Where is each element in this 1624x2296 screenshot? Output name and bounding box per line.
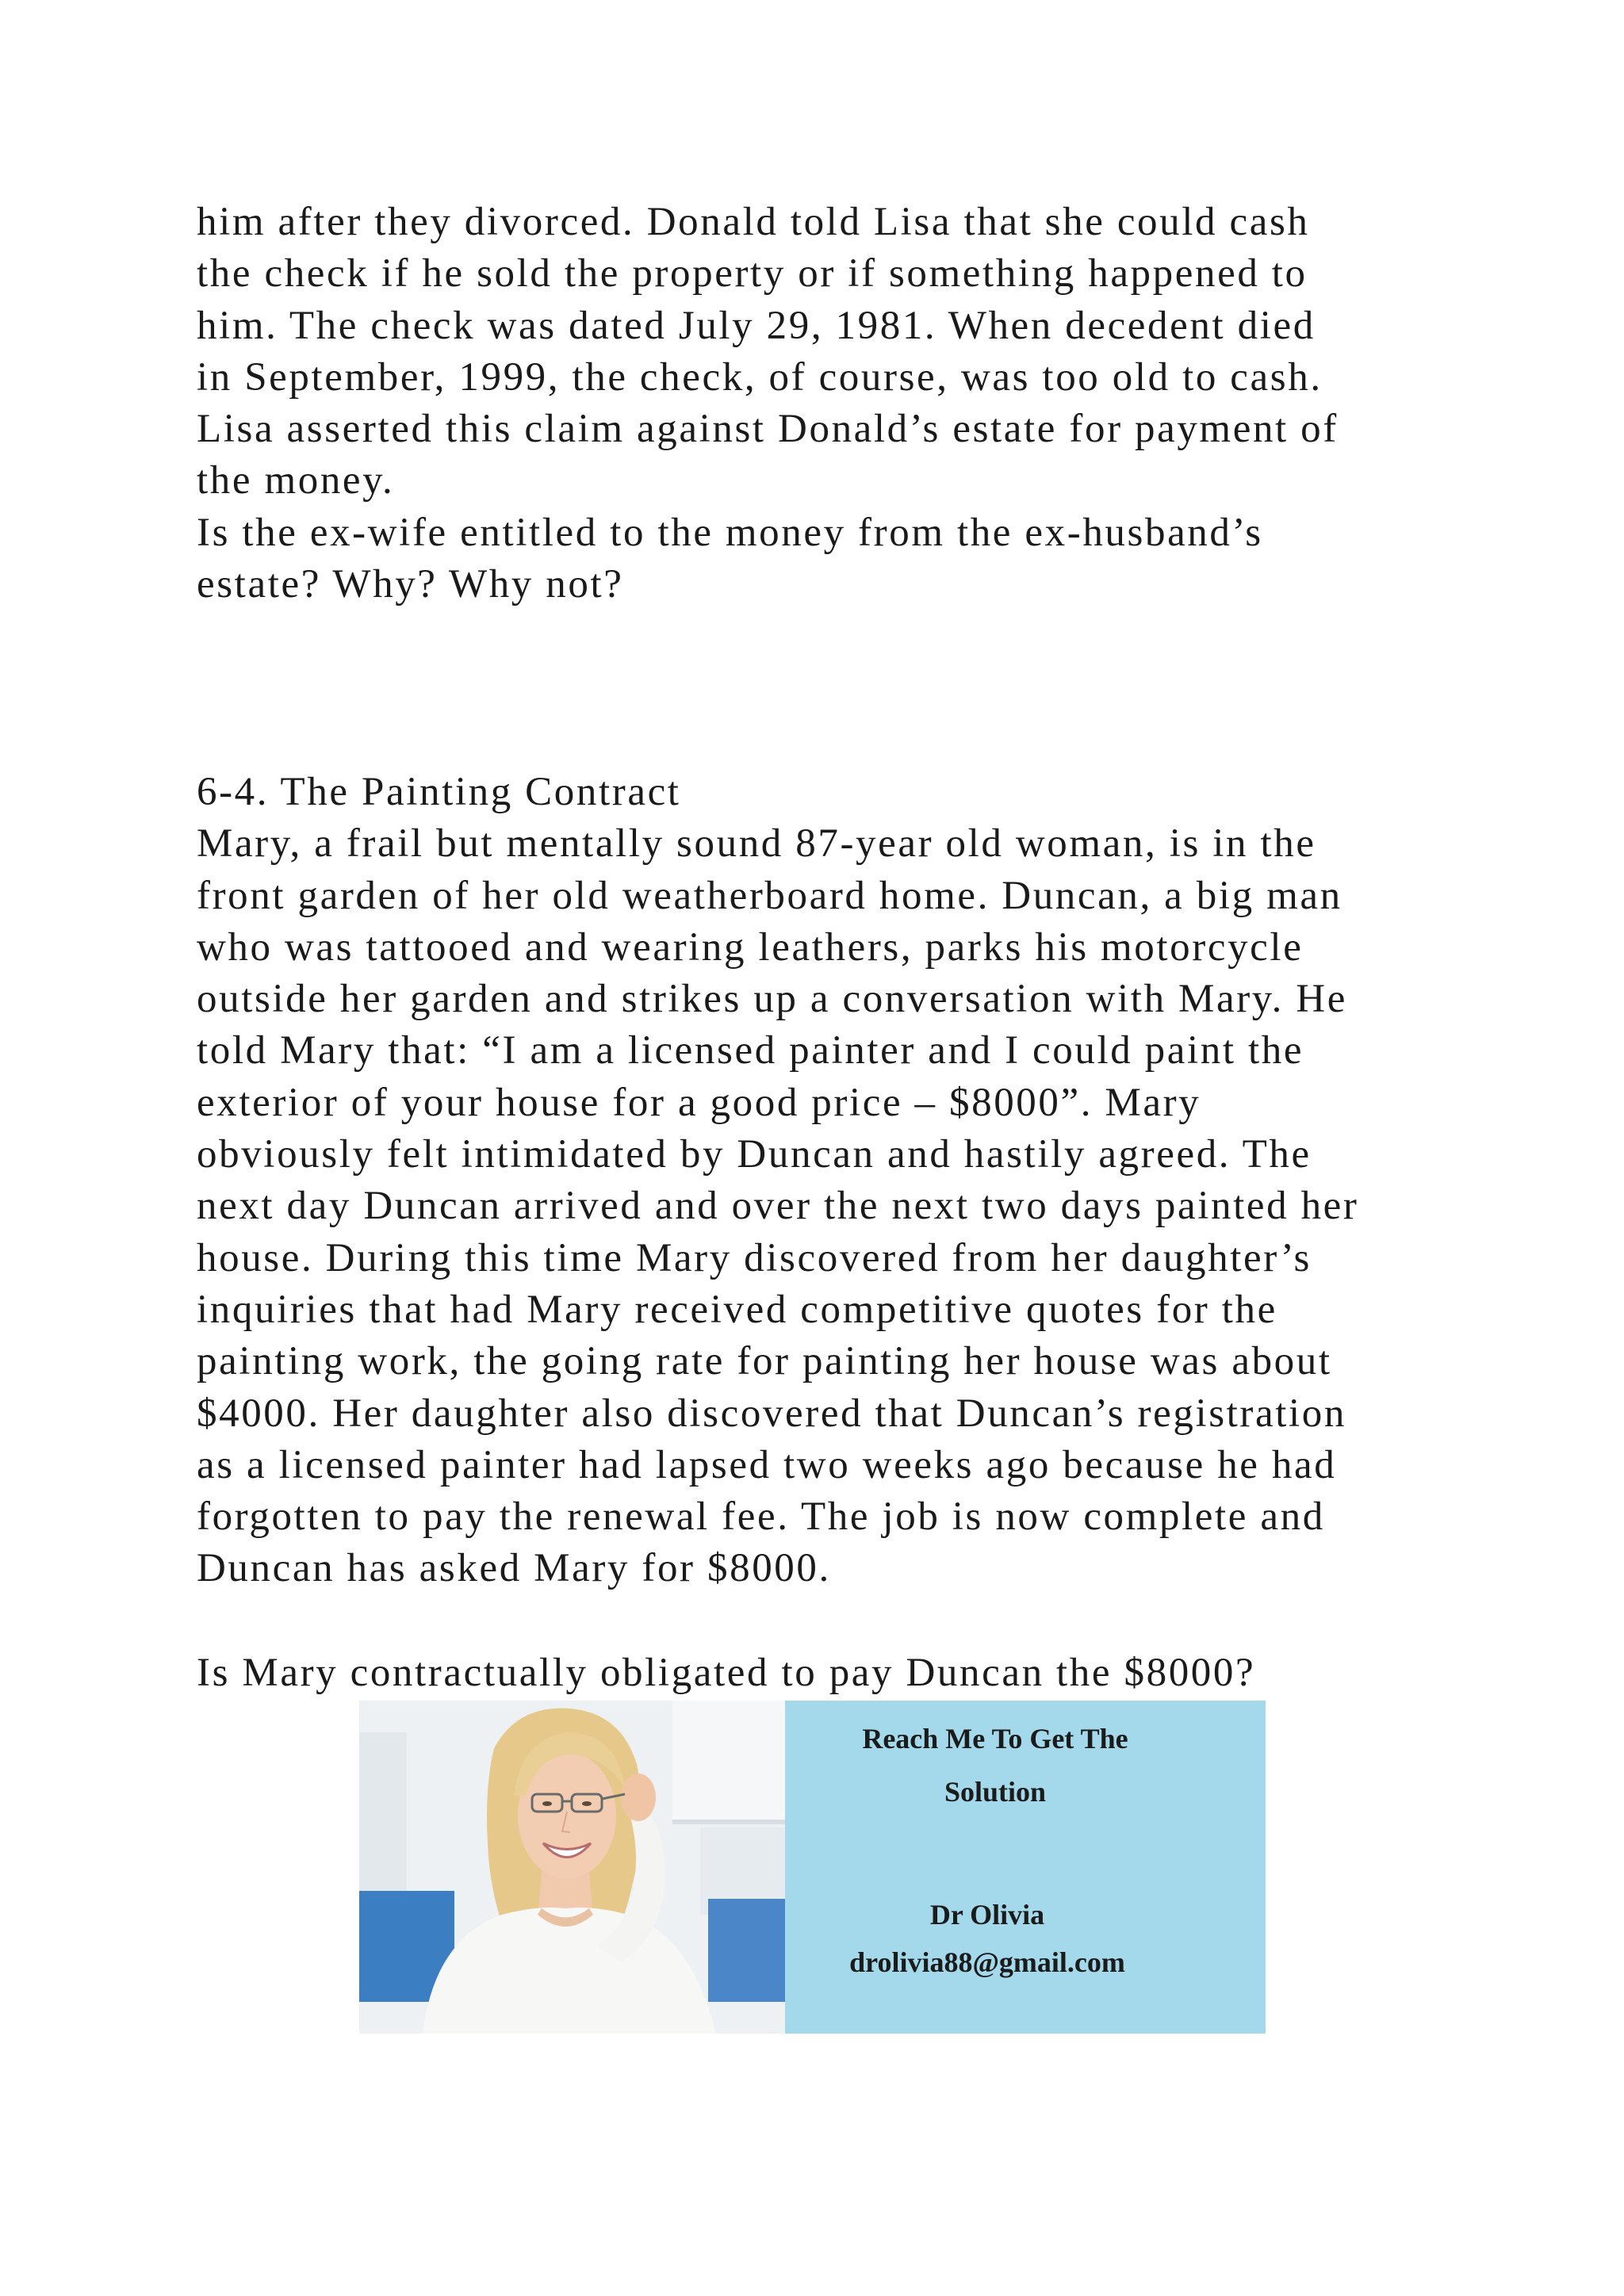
text-line: Duncan has asked Mary for $8000. <box>197 1546 831 1591</box>
text-line: Lisa asserted this claim against Donald’s estate for payment of <box>197 407 1339 452</box>
text-line: in September, 1999, the check, of course, was too old to cash. <box>197 354 1323 400</box>
text-line: the check if he sold the property or if something happened to <box>197 251 1308 297</box>
text-line: inquiries that had Mary received competitive quotes for the <box>197 1287 1277 1332</box>
question-line: Is Mary contractually obligated to pay Duncan the $8000? <box>197 1651 1256 1695</box>
question-line: Is the ex-wife entitled to the money from the ex-husband’s <box>197 510 1263 555</box>
contact-banner[interactable] <box>359 1701 1266 2034</box>
banner-heading-line1: Reach Me To Get The <box>862 1723 1128 1755</box>
text-line: obviously felt intimidated by Duncan and hastily agreed. The <box>197 1132 1312 1177</box>
text-line: told Mary that: “I am a licensed painter and I could paint the <box>197 1028 1304 1073</box>
question-line: estate? Why? Why not? <box>197 562 624 607</box>
contact-email-link[interactable]: drolivia88@gmail.com <box>849 1946 1125 1978</box>
text-line: him. The check was dated July 29, 1981. When decedent died <box>197 303 1316 348</box>
text-line: front garden of her old weatherboard home. Duncan, a big man <box>197 873 1342 918</box>
text-line: next day Duncan arrived and over the next two days painted her <box>197 1184 1359 1229</box>
text-line: exterior of your house for a good price – $8000”. Mary <box>197 1080 1201 1125</box>
contact-info-panel <box>785 1701 1266 2034</box>
text-line: outside her garden and strikes up a conversation with Mary. He <box>197 977 1347 1022</box>
text-line: Mary, a frail but mentally sound 87-year old woman, is in the <box>197 821 1316 867</box>
banner-heading-line2: Solution <box>944 1776 1047 1808</box>
woman-photo <box>359 1701 785 2034</box>
text-line: house. During this time Mary discovered from her daughter’s <box>197 1235 1312 1280</box>
text-line: $4000. Her daughter also discovered that Duncan’s registration <box>197 1391 1346 1436</box>
text-line: painting work, the going rate for painting her house was about <box>197 1339 1332 1384</box>
text-line: him after they divorced. Donald told Lisa that she could cash <box>197 200 1310 244</box>
text-line: forgotten to pay the renewal fee. The job is now complete and <box>197 1494 1325 1540</box>
question-painting <box>197 1647 1465 1699</box>
woman-illustration <box>359 1701 785 2034</box>
text-line: as a licensed painter had lapsed two weeks ago because he had <box>197 1442 1337 1487</box>
contact-name: Dr Olivia <box>929 1899 1045 1931</box>
paragraph-case-lisa <box>197 197 1465 610</box>
paragraph-painting-contract <box>197 767 1465 1595</box>
section-title: 6-4. The Painting Contract <box>197 770 681 814</box>
text-line: who was tattooed and wearing leathers, parks his motorcycle <box>197 924 1304 970</box>
text-line: the money. <box>197 458 395 503</box>
